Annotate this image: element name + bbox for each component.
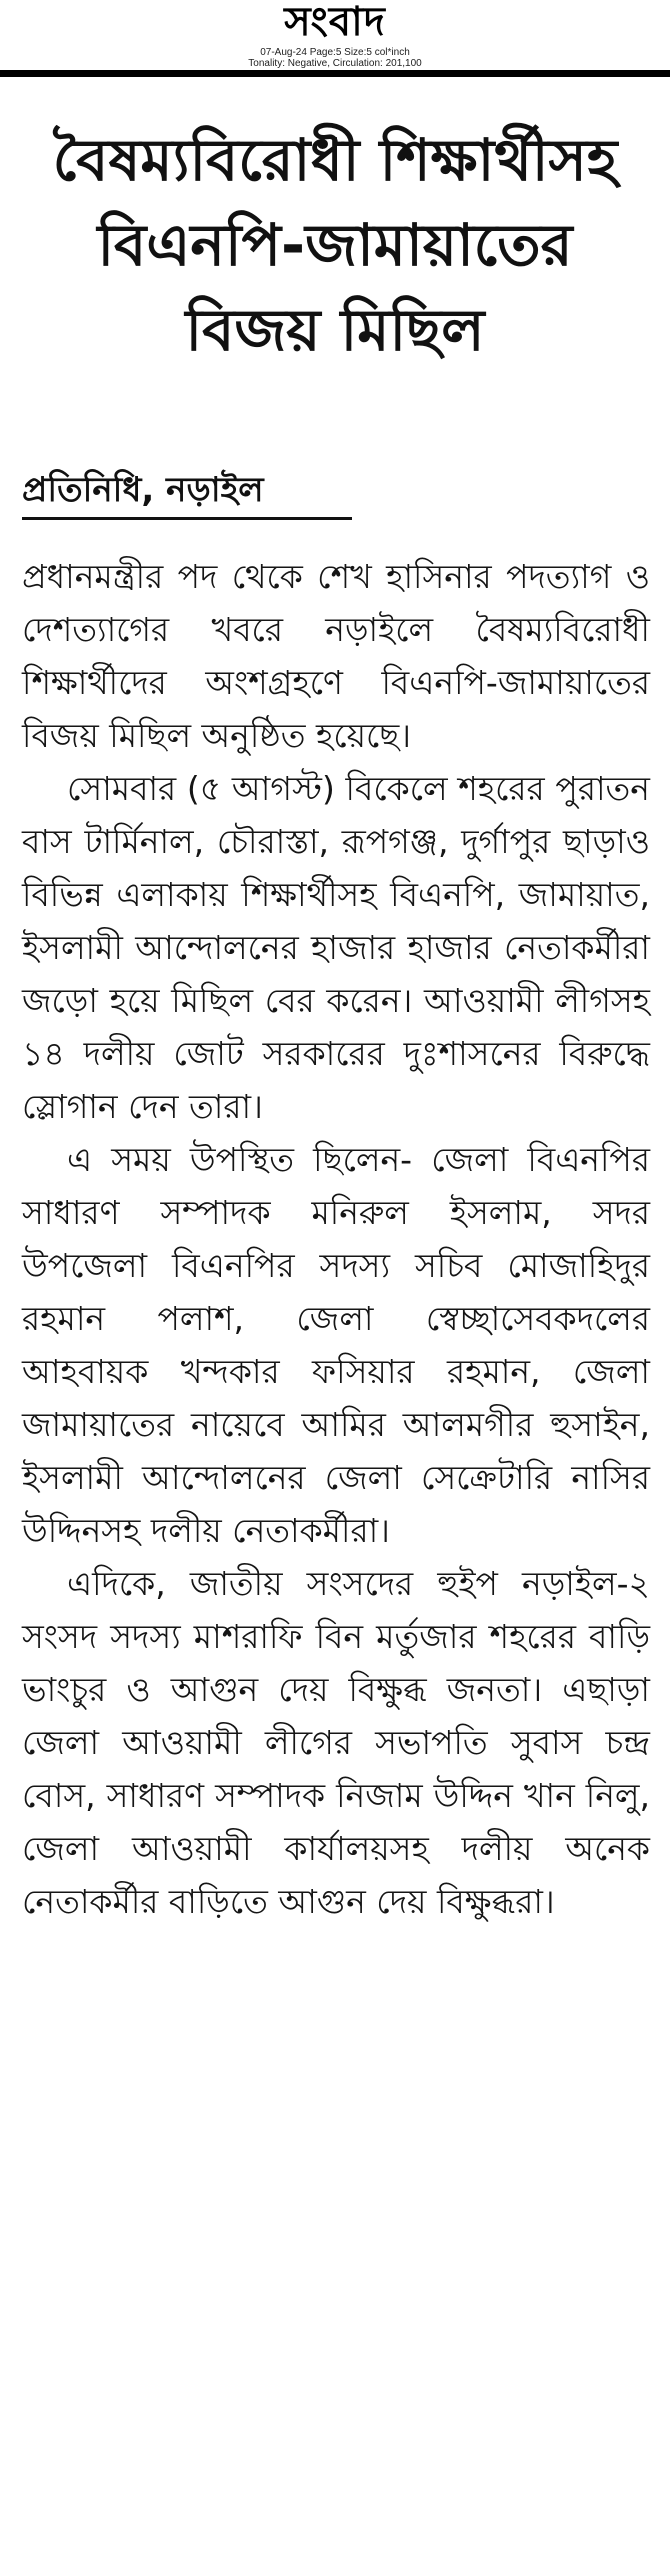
headline-line-1: বৈষম্যবিরোধী শিক্ষার্থীসহ	[52, 126, 618, 194]
clipping-meta-date: 07-Aug-24 Page:5 Size:5 col*inch	[260, 47, 410, 58]
paragraph-2: সোমবার (৫ আগস্ট) বিকেলে শহরের পুরাতন বাস টার্মিনাল, চৌরাস্তা, রূপগঞ্জ, দুর্গাপুর ছাড়াও বিভিন্ন এলাকায় শিক্ষার্থীসহ বিএনপি, জামায়াত, ইসলামী আন্দোলনের হাজার হাজার নেতাকর্মীরা জড়ো হয়ে মিছিল বের করেন। আওয়ামী লীগসহ ১৪ দলীয় জোট সরকারের দুঃশাসনের বিরুদ্ধে স্লোগান দেন তারা।	[22, 769, 650, 1126]
masthead-rule	[0, 70, 670, 77]
article-body	[22, 550, 650, 1928]
paragraph-3: এ সময় উপস্থিত ছিলেন- জেলা বিএনপির সাধারণ সম্পাদক মনিরুল ইসলাম, সদর উপজেলা বিএনপির সদস্য সচিব মোজাহিদুর রহমান পলাশ, জেলা স্বেচ্ছাসেবকদলের আহবায়ক খন্দকার ফসিয়ার রহমান, জেলা জামায়াতের নায়েবে আমির আলমগীর হুসাইন, ইসলামী আন্দোলনের জেলা সেক্রেটারি নাসির উদ্দিনসহ দলীয় নেতাকর্মীরা।	[22, 1140, 650, 1550]
paragraph-1: প্রধানমন্ত্রীর পদ থেকে শেখ হাসিনার পদত্যাগ ও দেশত্যাগের খবরে নড়াইলে বৈষম্যবিরোধী শিক্ষার্থীদের অংশগ্রহণে বিএনপি-জামায়াতের বিজয় মিছিল অনুষ্ঠিত হয়েছে।	[22, 557, 650, 755]
headline-line-2: বিএনপি-জামায়াতের	[97, 211, 573, 279]
headline	[20, 118, 650, 373]
byline-underline	[22, 517, 352, 520]
newspaper-logo: সংবাদ	[284, 0, 386, 45]
paragraph-4: এদিকে, জাতীয় সংসদের হুইপ নড়াইল-২ সংসদ সদস্য মাশরাফি বিন মর্তুজার শহরের বাড়ি ভাংচুর ও আগুন দেয় বিক্ষুব্ধ জনতা। এছাড়া জেলা আওয়ামী লীগের সভাপতি সুবাস চন্দ্র বোস, সাধারণ সম্পাদক নিজাম উদ্দিন খান নিলু, জেলা আওয়ামী কার্যালয়সহ দলীয় অনেক নেতাকর্মীর বাড়িতে আগুন দেয় বিক্ষুব্ধরা।	[22, 1564, 650, 1921]
headline-line-3: বিজয় মিছিল	[185, 296, 485, 364]
byline: প্রতিনিধি, নড়াইল	[22, 470, 264, 510]
masthead	[0, 0, 670, 78]
clipping-meta-tonality: Tonality: Negative, Circulation: 201,100	[248, 58, 422, 69]
